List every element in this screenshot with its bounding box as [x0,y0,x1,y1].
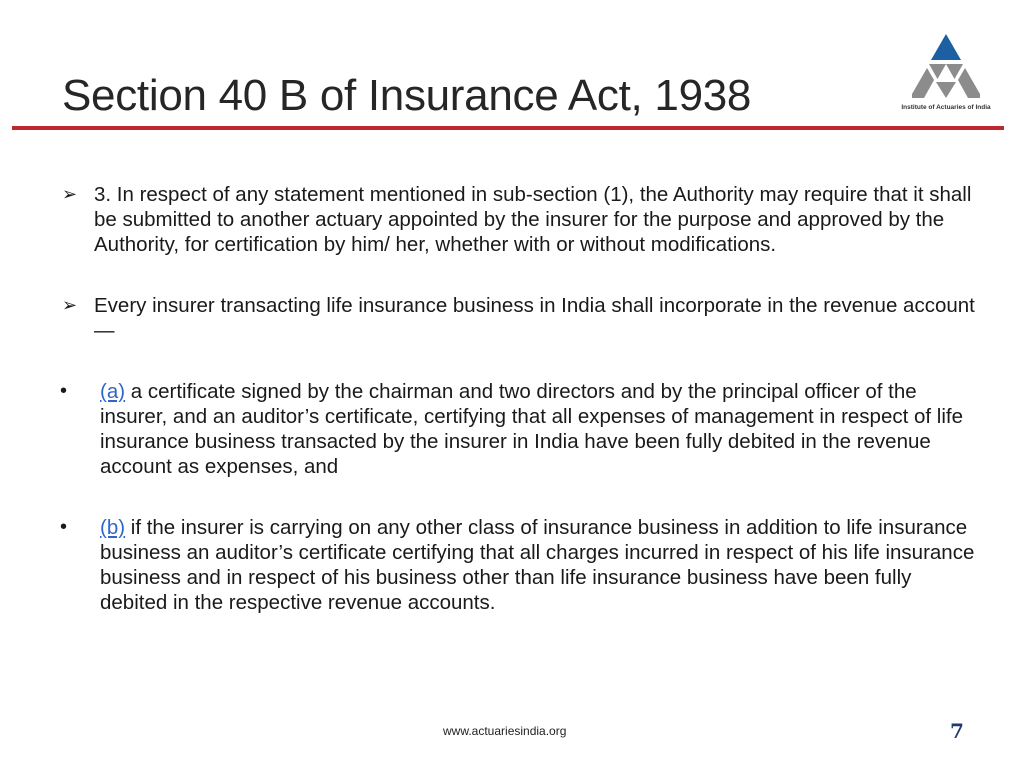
institute-of-actuaries-logo [898,32,994,116]
bullet-text: Every insurer transacting life insurance business in India shall incorporate in the revenue account— [94,294,975,342]
bullet-item [60,379,980,479]
clause-a-link[interactable]: (a) [100,380,126,403]
page-number: 7 [950,719,964,743]
dot-bullet-icon: • [60,380,68,402]
slide-body [60,182,980,615]
logo-icon [898,32,994,104]
bullet-text: if the insurer is carrying on any other class of insurance business in addition to life insurance business an auditor’s certificate certifying that all charges incurred in respect of his life insurance business and in respect of his business other than life insurance business have been fully debited in the respective revenue accounts. [100,516,975,614]
arrow-bullet-icon: ➢ [62,184,78,204]
logo-caption: Institute of Actuaries of India [901,104,991,111]
footer-url: www.actuariesindia.org [443,724,567,738]
dot-bullet-icon: • [60,516,68,538]
clause-b-link[interactable]: (b) [100,516,126,539]
bullet-item [60,182,980,257]
title-divider [12,126,1004,130]
bullet-text: 3. In respect of any statement mentioned in sub-section (1), the Authority may require that it shall be submitted to another actuary appointed by the insurer for the purpose and approved by the Authority, for certification by him/ her, whether with or without modifications. [94,183,972,256]
bullet-item [60,293,980,343]
bullet-text: a certificate signed by the chairman and two directors and by the principal officer of the insurer, and an auditor’s certificate, certifying that all expenses of management in respect of life insurance business transacted by the insurer in India have been fully debited in the revenue account as expenses, and [100,380,963,478]
slide-title: Section 40 B of Insurance Act, 1938 [62,71,752,120]
bullet-item [60,515,980,615]
arrow-bullet-icon: ➢ [62,295,78,315]
